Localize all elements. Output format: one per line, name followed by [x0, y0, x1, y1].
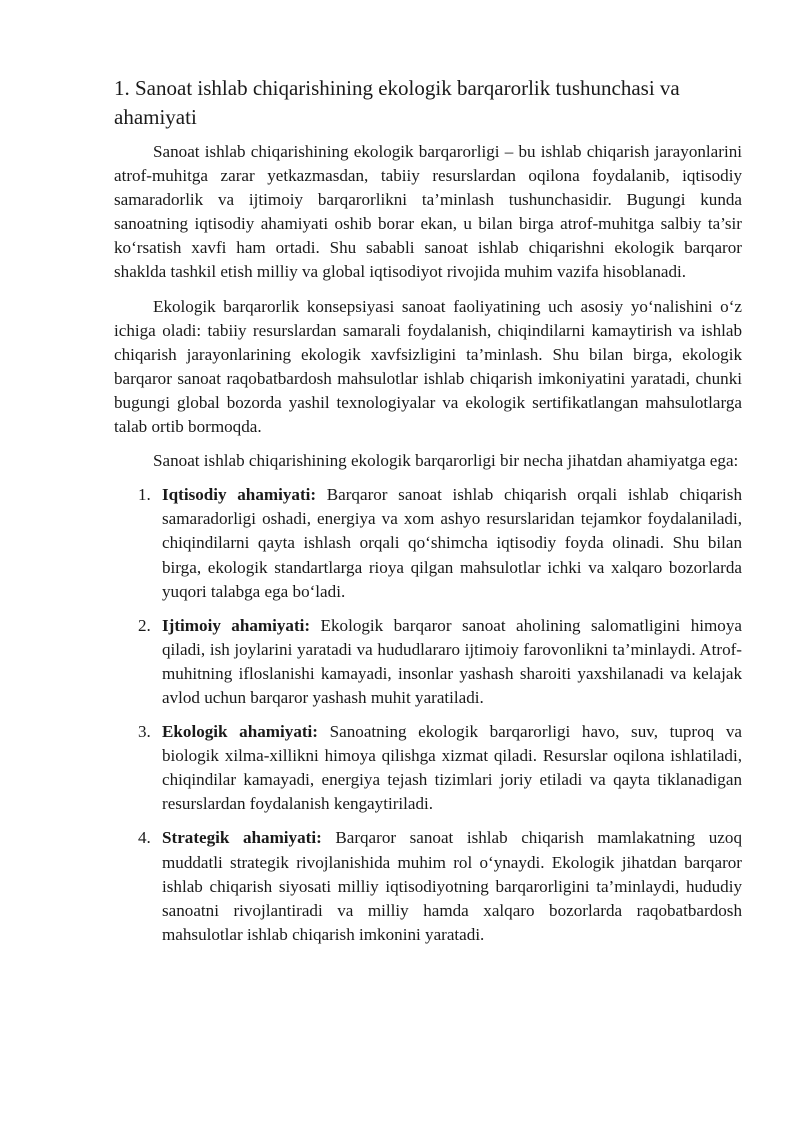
list-item-label: Ijtimoiy ahamiyati:: [162, 615, 311, 635]
list-item-ecological: [114, 720, 742, 816]
paragraph-concept: Ekologik barqarorlik konsepsiyasi sanoat faoliyatining uch asosiy yo‘nalishini o‘z ichiga oladi: tabiiy resurslardan samarali foydalanish, chiqindilarni kamaytirish va ishlab chiqarish jarayonlarining ekologik xavfsizligini ta’minlash. Shu bilan birga, ekologik barqaror sanoat raqobatbardosh mahsulotlar ishlab chiqarish imkoniyatini yaratadi, chunki bugungi global bozorda yashil texnologiyalar va ekologik sertifikatlangan mahsulotlarga talab ortib bormoqda.: [114, 296, 742, 437]
list-item-strategic: [114, 826, 742, 946]
document-body: [114, 74, 742, 957]
list-item-number: 1.: [138, 485, 151, 505]
list-item-label: Ekologik ahamiyati:: [162, 722, 318, 742]
list-item-number: 2.: [138, 615, 151, 635]
paragraph-importance-intro: Sanoat ishlab chiqarishining ekologik barqarorligi bir necha jihatdan ahamiyatga ega:: [153, 451, 739, 471]
list-item-number: 4.: [138, 828, 151, 848]
list-item-text: Sanoatning ekologik barqarorligi havo, suv, tuproq va biologik xilma-xillikni himoya qilishga xizmat qiladi. Resurslar oqilona ishlatiladi, chiqindilar kamayadi, energiya tejash tizimlari joriy etiladi va qayta tiklanadigan resurslardan foydalanish kengaytiriladi.: [162, 722, 742, 814]
paragraph-definition: Sanoat ishlab chiqarishining ekologik barqarorligi – bu ishlab chiqarish jarayonlarini atrof-muhitga zarar yetkazmasdan, tabiiy resurslardan oqilona foydalanib, iqtisodiy samaradorlik va ijtimoiy barqarorlikni ta’minlash tushunchasidir. Bugungi kunda sanoatning iqtisodiy ahamiyati oshib borar ekan, u bilan birga atrof-muhitga salbiy ta’sir ko‘rsatish xavfi ham ortadi. Shu sababli sanoat ishlab chiqarishni ekologik barqaror shaklda tashkil etish milliy va global iqtisodiyot rivojida muhim vazifa hisoblanadi.: [114, 142, 742, 282]
section-title: 1. Sanoat ishlab chiqarishining ekologik barqarorlik tushunchasi va ahamiyati: [114, 76, 680, 129]
list-item-economic: [114, 483, 742, 603]
list-item-text: Barqaror sanoat ishlab chiqarish mamlakatning uzoq muddatli strategik rivojlanishida muhim rol o‘ynaydi. Ekologik jihatdan barqaror ishlab chiqarish siyosati milliy iqtisodiyotning barqarorligini ta’minlaydi, hududiy sanoatni rivojlantiradi va milliy hamda xalqaro bozorlarda raqobatbardosh mahsulotlar ishlab chiqarish imkonini yaratadi.: [162, 828, 742, 944]
list-item-label: Iqtisodiy ahamiyati:: [162, 485, 317, 505]
list-item-social: [114, 614, 742, 710]
list-item-number: 3.: [138, 722, 151, 742]
list-item-text: Barqaror sanoat ishlab chiqarish orqali ishlab chiqarish samaradorligi oshadi, energiya va xom ashyo resurslaridan tejamkor foydalaniladi, chiqindilarni qayta ishlash orqali qo‘shimcha iqtisodiy foyda olinadi. Shu bilan birga, ekologik standartlarga rioya qilgan mahsulotlar ichki va xalqaro bozorlarda yuqori talabga ega bo‘ladi.: [162, 485, 742, 601]
list-item-text: Ekologik barqaror sanoat aholining salomatligini himoya qiladi, ish joylarini yaratadi va hududlararo ijtimoiy farovonlikni ta’minlaydi. Atrof-muhitning ifloslanishi kamayadi, insonlar yashash sharoiti yaxshilanadi va kelajak avlod uchun barqaror yashash muhit yaratiladi.: [162, 615, 742, 707]
importance-list: [114, 483, 742, 947]
list-item-label: Strategik ahamiyati:: [162, 828, 322, 848]
